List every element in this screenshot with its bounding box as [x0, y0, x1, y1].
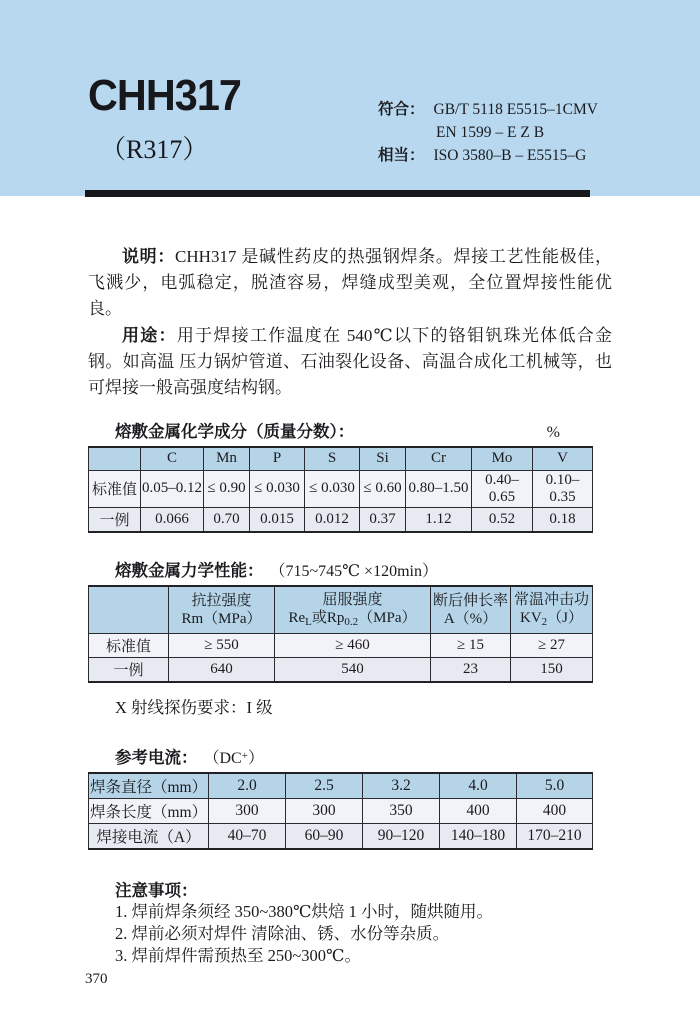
- header-line1: 常温冲击功: [513, 591, 589, 608]
- current-title-row: [88, 744, 612, 768]
- table-cell: ≤ 0.030: [305, 470, 360, 507]
- row-label: 焊条长度（mm）: [89, 799, 209, 824]
- table-cell: 400: [440, 799, 517, 824]
- column-header-elongation: [431, 586, 511, 634]
- table-cell: 0.066: [141, 507, 204, 532]
- mechanical-condition: （715~745℃ ×120min）: [269, 562, 438, 580]
- column-header: Mo: [472, 447, 533, 470]
- row-label: 标准值: [89, 634, 169, 658]
- note-item: 1. 焊前焊条须经 350~380℃烘焙 1 小时，随烘随用。: [115, 902, 494, 922]
- row-label: 一例: [89, 507, 141, 532]
- equivalent-label: 相当：: [378, 146, 425, 164]
- mechanical-section-title: 熔敷金属力学性能：: [115, 561, 264, 580]
- mechanical-properties-table: [88, 585, 593, 684]
- column-header: Si: [360, 447, 406, 470]
- row-label: 焊条直径（mm）: [89, 773, 209, 799]
- usage-label: 用途：: [122, 325, 177, 345]
- table-cell: 140–180: [440, 824, 517, 850]
- description-paragraph: [88, 244, 612, 323]
- header-line1: 屈服强度: [322, 591, 383, 608]
- divider-bar: [85, 190, 590, 197]
- table-cell: 0.10–0.35: [533, 470, 593, 507]
- row-label: 焊接电流（A）: [89, 824, 209, 850]
- table-cell: ≤ 0.90: [204, 470, 250, 507]
- xray-requirement: X 射线探伤要求：I 级: [115, 698, 273, 718]
- note-item: 2. 焊前必须对焊件 清除油、锈、水份等杂质。: [115, 924, 450, 944]
- header-line2: Rm（MPa）: [181, 610, 262, 627]
- table-cell: 40–70: [209, 824, 286, 850]
- table-cell: 400: [517, 799, 593, 824]
- table-cell: ≥ 15: [431, 634, 511, 658]
- current-row: [89, 824, 593, 850]
- conform-standard-1: GB/T 5118 E5515–1CMV: [433, 101, 598, 118]
- header-line1: 断后伸长率: [432, 592, 508, 609]
- notes-title: 注意事项：: [115, 882, 198, 901]
- table-cell: 540: [275, 658, 431, 683]
- usage-text: 用于焊接工作温度在 540℃以下的铬钼钒珠光体低合金钢。如高温 压力锅炉管道、石油裂化设备、高温合成化工机械等，也可焊接一般高强度结构钢。: [88, 325, 612, 397]
- table-cell: ≥ 27: [511, 634, 593, 658]
- product-alt-model: （R317）: [100, 135, 209, 164]
- chemical-title-row: [88, 418, 612, 442]
- table-cell: 0.80–1.50: [406, 470, 472, 507]
- header-line2: $KV_2(J)$: [519, 609, 583, 628]
- column-header: V: [533, 447, 593, 470]
- table-cell: ≥ 550: [169, 634, 275, 658]
- column-header: Mn: [204, 447, 250, 470]
- table-cell: ≤ 0.60: [360, 470, 406, 507]
- chemical-unit: %: [546, 424, 560, 442]
- column-header-impact: [511, 586, 593, 634]
- table-cell: 350: [363, 799, 440, 824]
- header-line2: A（%）: [443, 610, 498, 627]
- table-cell: 4.0: [440, 773, 517, 799]
- page-number: 370: [85, 971, 108, 987]
- column-header: P: [250, 447, 305, 470]
- mechanical-title-row: [88, 557, 612, 581]
- row-label: 标准值: [89, 470, 141, 507]
- product-model: CHH317: [88, 71, 241, 120]
- table-header-row: [89, 447, 593, 470]
- header-banner: [0, 0, 700, 196]
- equivalent-standard-row: [378, 145, 598, 168]
- table-cell: 150: [511, 658, 593, 683]
- table-cell: 170–210: [517, 824, 593, 850]
- table-cell: ≥ 460: [275, 634, 431, 658]
- length-row: [89, 799, 593, 824]
- table-cell: 640: [169, 658, 275, 683]
- table-cell: 0.05–0.12: [141, 470, 204, 507]
- conform-standard-2: EN 1599 – E Z B: [436, 123, 545, 141]
- table-cell: ≤ 0.030: [250, 470, 305, 507]
- brand-block: [88, 71, 251, 166]
- standard-value-row: [89, 470, 593, 507]
- column-header-tensile: [169, 586, 275, 634]
- conform-label: 符合：: [378, 101, 425, 118]
- table-cell: 90–120: [363, 824, 440, 850]
- corner-cell: [89, 586, 169, 634]
- table-cell: 23: [431, 658, 511, 683]
- table-cell: 2.0: [209, 773, 286, 799]
- example-value-row: [89, 507, 593, 532]
- table-cell: 0.40–0.65: [472, 470, 533, 507]
- main-content: [88, 244, 612, 967]
- standard-value-row: [89, 634, 593, 658]
- current-condition: （DC+）: [203, 750, 264, 768]
- table-cell: 0.70: [204, 507, 250, 532]
- table-cell: 60–90: [286, 824, 363, 850]
- diameter-row: [89, 773, 593, 799]
- row-label: 一例: [89, 658, 169, 683]
- header-line1: 抗拉强度: [191, 592, 252, 609]
- description-label: 说明：: [122, 247, 176, 266]
- table-cell: 0.18: [533, 507, 593, 532]
- table-cell: 0.015: [250, 507, 305, 532]
- corner-cell: [89, 447, 141, 470]
- usage-paragraph: [88, 323, 612, 402]
- description-text: CHH317 是碱性药皮的热强钢焊条。焊接工艺性能极佳，飞溅少，电弧稳定，脱渣容易，焊缝成型美观，全位置焊接性能优良。: [88, 247, 612, 319]
- table-cell: 0.52: [472, 507, 533, 532]
- table-cell: 1.12: [406, 507, 472, 532]
- current-section-title: 参考电流：: [115, 749, 198, 768]
- column-header: S: [305, 447, 360, 470]
- equivalent-standard: ISO 3580–B – E5515–G: [433, 146, 587, 164]
- table-cell: 0.012: [305, 507, 360, 532]
- example-value-row: [89, 658, 593, 683]
- table-cell: 3.2: [363, 773, 440, 799]
- table-cell: 0.37: [360, 507, 406, 532]
- reference-current-table: [88, 772, 593, 850]
- chemical-section-title: 熔敷金属化学成分（质量分数）：: [115, 423, 355, 442]
- note-item: 3. 焊前焊件需预热至 250~300℃。: [115, 946, 362, 966]
- table-cell: 300: [286, 799, 363, 824]
- notes-section: [88, 877, 612, 967]
- column-header: Cr: [406, 447, 472, 470]
- chemical-composition-table: [88, 446, 593, 533]
- column-header-yield: [275, 586, 431, 634]
- table-cell: 2.5: [286, 773, 363, 799]
- column-header: C: [141, 447, 204, 470]
- table-cell: 5.0: [517, 773, 593, 799]
- conform-standard-row: [378, 99, 598, 122]
- standards-block: [378, 99, 598, 167]
- table-header-row: [89, 586, 593, 634]
- table-cell: 300: [209, 799, 286, 824]
- header-line2: $Re_L$或$Rp_{0.2}(MPa)$: [288, 609, 417, 628]
